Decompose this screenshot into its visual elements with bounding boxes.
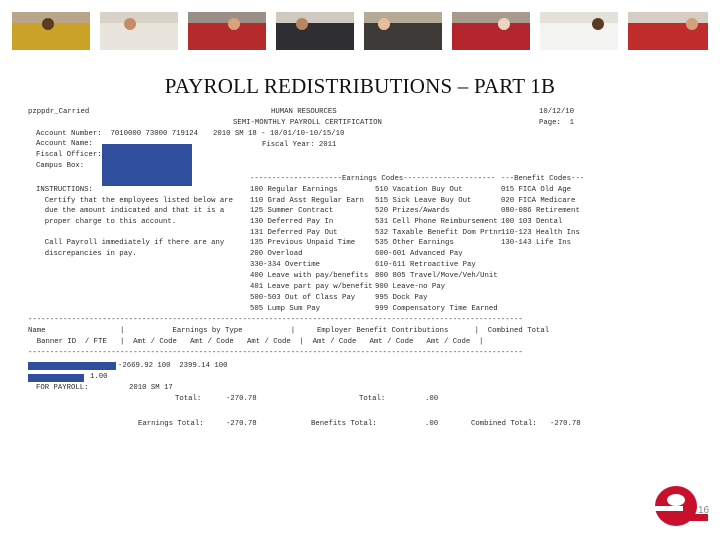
table-separator: ----------------------------------------------------------------------------------------------------------------- (28, 316, 523, 324)
banner-photo-8 (628, 12, 708, 50)
fiscal-year: Fiscal Year: 2011 (262, 141, 337, 149)
report-title: SEMI-MONTHLY PAYROLL CERTIFICATION (233, 119, 382, 127)
earnings-code-item: 999 Compensatory Time Earned (375, 305, 498, 313)
banner-photo-6 (452, 12, 530, 50)
total-label: Total: (175, 395, 202, 403)
earnings-code-item: 330-334 Overtime (250, 261, 321, 269)
redacted-employee-name (28, 362, 116, 370)
payroll-report (28, 108, 588, 470)
earnings-code-item: 531 Cell Phone Reimbursement (375, 218, 498, 226)
benefits-total-label: Benefits Total: (311, 420, 377, 428)
employee-fte: 1.00 (90, 373, 108, 381)
table-separator: ----------------------------------------------------------------------------------------------------------------- (28, 349, 523, 357)
account-number: Account Number: 7010000 73000 719124 (36, 130, 199, 138)
campus-box-label: Campus Box: (36, 162, 85, 170)
banner-photo-1 (12, 12, 90, 50)
earnings-code-item: 800 805 Travel/Move/Veh/Unit (375, 272, 498, 280)
earnings-code-item: 535 Other Earnings (375, 239, 454, 247)
benefit-code-item: 080-086 Retirement (501, 207, 580, 215)
benefit-code-item: 110-123 Health Ins (501, 229, 580, 237)
report-page: Page: 1 (539, 119, 575, 127)
table-header-row-1: Name | Earnings by Type | Employer Benefit Contributions | Combined Total (28, 327, 550, 335)
earnings-code-item: 135 Previous Unpaid Time (250, 239, 356, 247)
earnings-code-item: 610-611 Retroactive Pay (375, 261, 476, 269)
earnings-code-item: 110 Grad Asst Regular Earn (250, 197, 364, 205)
earnings-code-item: 505 Lump Sum Pay (250, 305, 321, 313)
earnings-total-label: Earnings Total: (138, 420, 204, 428)
report-date: 10/12/10 (539, 108, 575, 116)
report-period: 2010 SM 18 - 10/01/10-10/15/10 (213, 130, 345, 138)
redacted-banner-id (28, 374, 84, 382)
total-value: .00 (425, 395, 439, 403)
earnings-code-item: 100 Regular Earnings (250, 186, 338, 194)
report-office: HUMAN RESOURCES (271, 108, 337, 116)
earnings-total-value: -270.78 (226, 420, 257, 428)
fiscal-officer-label: Fiscal Officer: (36, 151, 102, 159)
account-name-label: Account Name: (36, 140, 93, 148)
earnings-code-item: 400 Leave with pay/benefits (250, 272, 369, 280)
instructions-line: Certify that the employees listed below are (36, 197, 234, 205)
employee-earnings-values: -2669.92 100 2399.14 100 (118, 362, 228, 370)
earnings-code-item: 401 Leave part pay w/benefit (250, 283, 373, 291)
earnings-code-item: 510 Vacation Buy Out (375, 186, 463, 194)
report-program: pzppdr_Carried (28, 108, 90, 116)
benefit-code-item: 100 103 Dental (501, 218, 563, 226)
instructions-line: INSTRUCTIONS: (36, 186, 93, 194)
benefit-codes-header: ---Benefit Codes--- (501, 175, 585, 183)
earnings-code-item: 200 Overload (250, 250, 303, 258)
banner-photo-4 (276, 12, 354, 50)
benefits-total-value: .00 (425, 420, 439, 428)
page-number: 16 (698, 505, 710, 516)
for-payroll-period: 2010 SM 17 (129, 384, 173, 392)
earnings-codes-header: ---------------------Earnings Codes--------------------- (250, 175, 496, 183)
earnings-code-item: 125 Summer Contract (250, 207, 334, 215)
table-header-row-2: Banner ID / FTE | Amt / Code Amt / Code Amt / Code | Amt / Code Amt / Code Amt / Code | (28, 338, 484, 346)
earnings-code-item: 131 Deferred Pay Out (250, 229, 338, 237)
redacted-account-info (102, 144, 192, 186)
total-label: Total: (359, 395, 386, 403)
benefit-code-item: 015 FICA Old Age (501, 186, 572, 194)
benefit-code-item: 020 FICA Medicare (501, 197, 576, 205)
banner-photo-2 (100, 12, 178, 50)
instructions-line: discrepancies in pay. (36, 250, 137, 258)
total-value: -270.78 (226, 395, 257, 403)
instructions-line: due the amount indicated and that it is a (36, 207, 225, 215)
slide-title: PAYROLL REDISTRIBUTIONS – PART 1B (164, 74, 556, 98)
combined-total-label: Combined Total: (471, 420, 537, 428)
instructions-line: proper charge to this account. (36, 218, 177, 226)
banner-photo-7 (540, 12, 618, 50)
photo-banner (0, 0, 720, 54)
banner-photo-3 (188, 12, 266, 50)
earnings-code-item: 500-503 Out of Class Pay (250, 294, 356, 302)
benefit-code-item: 130-143 Life Ins (501, 239, 572, 247)
banner-photo-5 (364, 12, 442, 50)
for-payroll-label: FOR PAYROLL: (36, 384, 89, 392)
earnings-code-item: 600-601 Advanced Pay (375, 250, 463, 258)
combined-total-value: -270.78 (550, 420, 581, 428)
earnings-code-item: 995 Dock Pay (375, 294, 428, 302)
earnings-code-item: 520 Prizes/Awards (375, 207, 450, 215)
earnings-code-item: 532 Taxable Benefit Dom Prtnr (375, 229, 502, 237)
earnings-code-item: 900 Leave-no Pay (375, 283, 446, 291)
earnings-code-item: 515 Sick Leave Buy Out (375, 197, 472, 205)
earnings-code-item: 130 Deferred Pay In (250, 218, 334, 226)
instructions-line: Call Payroll immediately if there are any (36, 239, 225, 247)
